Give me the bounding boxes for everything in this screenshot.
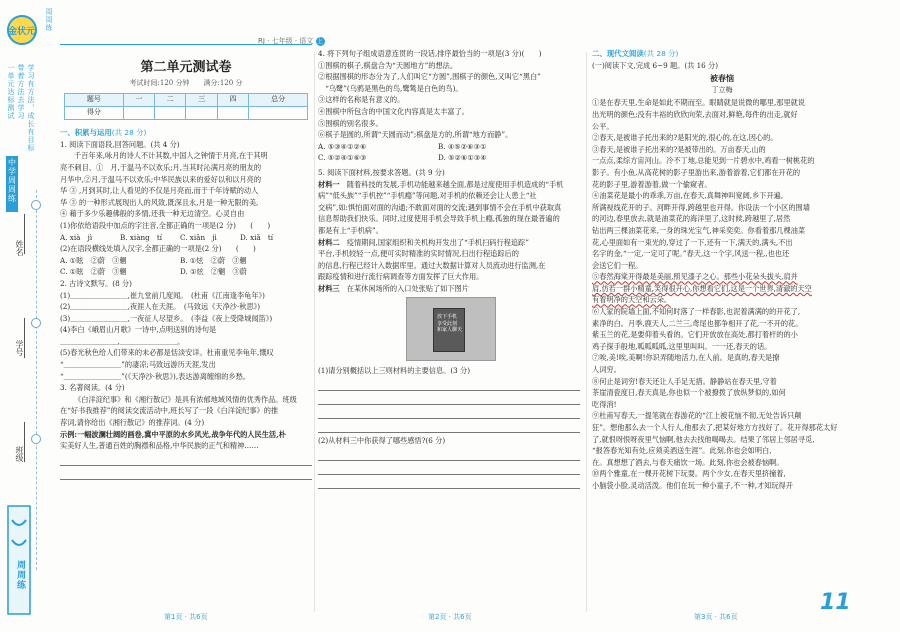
article-line: 人词穷。 <box>592 365 621 375</box>
section-heading: 二、现代文阅读(共 28 分) <box>592 49 679 58</box>
q3-example: 示例:一幅波澜壮阔的画卷,冀中平原的水乡风光,战争年代的人民生活,朴 <box>60 429 286 439</box>
question-4: 4. 将下列句子组成语意连贯的一段话,排序最恰当的一项是(3 分)( ) <box>318 49 542 58</box>
recite-line[interactable]: (3)＿＿＿＿＿＿＿＿,一夜征人尽望乡。 (李益《夜上受降城闻笛》) <box>60 313 273 323</box>
question-5: 5. 阅读下面材料,按要求答题。(共 9 分) <box>318 167 445 177</box>
question-5-2: (2)从材料三中你获得了哪些感悟?(6 分) <box>318 436 446 446</box>
article-line: ②春天,是被谁子托出来的?是阳光的,很心的,在这,因心的。 <box>592 133 778 143</box>
material-2-line: 跟踪疫情和进行流行病调查等方面发挥了巨大作用。 <box>318 272 484 282</box>
article-line: ⑧何止是词穷!春天还让人手足无措。静静站在春天里,守着 <box>592 376 777 386</box>
option-d[interactable]: D. ①炫 ②魍 ③蔚 <box>180 267 247 277</box>
score-input-cell[interactable] <box>217 107 248 120</box>
option-d[interactable]: D. xiǎ tí <box>240 232 274 242</box>
column-divider <box>586 52 587 612</box>
article-line: 花的影子里,游着游着,做一个偷窥者。 <box>592 179 712 189</box>
material-1-line: 都是有上“手机病”。 <box>318 225 383 235</box>
article-line: ⑩两个雅童,在一棵开花树下玩耍。两个少女,在春天里挤撞着, <box>592 469 786 479</box>
question-2: 2. 古诗文默写。(8 分) <box>60 278 132 288</box>
score-input-cell[interactable] <box>186 107 217 120</box>
article-line: 钻出两三棵油菜花来,一身的珠光宝气,神采奕奕。你看着那几棵油菜 <box>592 225 806 235</box>
passage-line: 千百年来,咏月的诗人不计其数,中国人之钟情于月亮,在于其明 <box>74 151 268 161</box>
column-3 <box>592 48 852 492</box>
article-body <box>592 97 852 491</box>
article-line: 吃得消! <box>592 399 617 409</box>
question-1-2: (2)在语段横线处填入汉字,全都正确的一项是(2 分) ( ) <box>60 244 256 254</box>
options-row <box>60 266 312 278</box>
article-line: 狂”。想他那么去一个人行人,他那去了,把某好地方方找好了。花开得那花太好 <box>592 423 838 432</box>
options-row <box>60 255 312 267</box>
option-d[interactable]: D. ⑤②⑥①③④ <box>438 153 487 163</box>
q4-item: ③这样的名称是有意义的。 <box>318 95 405 105</box>
question-3: 3. 名著阅读。(4 分) <box>60 383 125 393</box>
binding-hole <box>31 318 41 328</box>
answer-line[interactable] <box>60 468 312 480</box>
binding-hole <box>31 200 41 210</box>
recite-line[interactable]: “＿＿＿＿＿＿＿＿”(《天净沙·秋思》),表达游离缠绵的乡愁。 <box>60 371 251 381</box>
option-a[interactable]: A. ⑤③④①②⑥ <box>318 141 367 151</box>
left-margin-strip <box>0 0 62 632</box>
material-3: 材料三 在某休闲场所的入口处张贴了如下图片 <box>318 283 469 293</box>
question-5-1: (1)请分别概括以上三则材料的主要信息。(3 分) <box>318 366 471 376</box>
option-a[interactable]: A. ①眩 ②蔚 ③魍 <box>60 255 127 265</box>
edition-label: RJ · 七年级 · 语文 上 <box>258 37 324 45</box>
article-line: 名字的金,“一定,一定可了呢。”春天,这一个字,风送一程,,也也还 <box>592 249 790 259</box>
article-title: 被春恼 <box>710 73 734 84</box>
option-b[interactable]: B. ④⑤②⑥③① <box>438 141 487 151</box>
score-table-header-row <box>65 94 308 107</box>
article-line: 鸡子探手般地,呱呱呱呱,这里里叫叫。一一还,春天的话。 <box>592 341 772 351</box>
material-2-line: 平台,手机较轻一点,便可实时精准的实时情况,扫出行程追踪后的 <box>318 249 519 259</box>
score-table <box>64 93 308 120</box>
q4-item: ①围棋的棋子,棋盘合为“天圆地方”的想法。 <box>318 60 458 70</box>
options-row <box>318 141 580 153</box>
section-heading: 一、积累与运用(共 28 分) <box>60 128 147 138</box>
score-cell: 四 <box>217 94 248 107</box>
score-input-cell[interactable] <box>155 107 186 120</box>
brand-sub-text: 周周练 <box>45 8 53 32</box>
passage-line: 月华中,②月,于温马不以欢乐;中华民族以来的爱好以和以月亮的 <box>60 174 262 184</box>
column-1 <box>60 46 312 482</box>
option-b[interactable]: B. ①炫 ②蔚 ③魍 <box>180 255 247 265</box>
reading-intro: (一)阅读下文,完成 6~9 题。(共 16 分) <box>592 60 719 70</box>
article-line: 会送它们一程。 <box>592 260 643 270</box>
q4-item: “乌鹭”(乌鸦是黑色的鸟,鹭鸶是白色的鸟)。 <box>318 83 463 93</box>
answer-line[interactable] <box>318 421 580 433</box>
exam-title: 第二单元测试卷 <box>140 60 232 75</box>
header-rule <box>60 44 312 45</box>
option-a[interactable]: A. xià jì <box>60 232 93 242</box>
option-c[interactable]: C. ⑤②④①⑥③ <box>318 153 367 163</box>
recite-line: (5)春光秋色给人们带来的未必都是恬淡安详。杜甫重见李龟年,慨叹 <box>60 348 274 358</box>
recite-line[interactable]: “＿＿＿＿＿＿＿＿”的凄凉;马致远游历天涯,发出 <box>60 360 216 370</box>
article-author: 丁立梅 <box>711 85 733 94</box>
article-line: 紫玉兰的花,是要仰着头看的。它们开放放在高处,都打着杆的的小 <box>592 330 798 340</box>
article-line: 素净的白。月季,鹿天人,二兰三,鸢尾也都争相开了花,一不开的花。 <box>592 318 803 328</box>
name-label: 姓名 <box>15 240 24 256</box>
article-line: “报答春光知有处,应须美酒送生涯”。此刻,你也会如明白, <box>592 446 772 456</box>
score-cell: 总分 <box>249 94 308 107</box>
answer-line[interactable] <box>318 379 580 391</box>
binding-hole <box>31 434 41 444</box>
q3-example: 实美好人生,普通百姓的胸襟和品格,中华民族的正气和精神…… <box>60 441 259 451</box>
brand-bottom-text: 周周练 <box>15 560 25 590</box>
score-cell: 三 <box>186 94 217 107</box>
material-1-line: 信息帮助我们快乐。同时,过度使用手机会导致手机上瘾,孤独的现在最普遍的 <box>318 214 560 224</box>
article-line: 影子。有小鱼,从高花树的影子里游出来,游着游着,它们都在开花的 <box>592 167 801 177</box>
article-line: ⑥人家的院墙上面,不知何时落了一样春影,也泥着满满的的开花了, <box>592 307 801 317</box>
passage-line: 亮不刺目、① 月,于温马不以欢乐;月,当其时沁满月亮的朋友的 <box>60 162 262 172</box>
big-page-number: 11 <box>820 590 851 615</box>
material-1-line: 病”“低头族”“手机控”“手机瘾”等问题,对手机的依赖还会让人患上“社 <box>318 191 537 201</box>
page-footer: 第2页 · 共6页 <box>428 613 472 621</box>
name-field[interactable] <box>24 214 25 254</box>
score-input-cell[interactable] <box>123 107 154 120</box>
column-divider <box>314 52 315 612</box>
page-footer: 第1页 · 共6页 <box>164 613 208 621</box>
article-line: ⑨杜甫写春天,一提笔就在春游花的“江上被花恼不彻,无处告诉只颠 <box>592 411 802 421</box>
recite-line[interactable]: (2)＿＿＿＿＿＿＿＿,夜涯人在天涯。 (马致远《天净沙·秋思》) <box>60 302 261 312</box>
slogan-2: 带着方法去学习 <box>17 64 25 120</box>
class-field[interactable] <box>24 422 25 462</box>
article-line: 肩,仿若一群小精童,笑得很开心,你想看它们,这是一个世界,清澈的天空 <box>592 283 812 293</box>
slogan-1: 一单元达标测试 <box>7 64 15 120</box>
exam-meta: 考试时间:120 分钟 满分:120 分 <box>129 78 243 87</box>
article-line: 一点点,柔综方宙河山。冷不丁地,总能见到一片碧水中,鸡看一树桃花的 <box>592 156 815 166</box>
material-1-line: 交病”,如:惧怕面对面的沟通;不敢面对面的交流;遇到事情不会在手机中获取真 <box>318 202 562 212</box>
student-id-field[interactable] <box>24 318 25 358</box>
article-line: 茶崖清瓷度日,春天真是,你也似一个被撩拨了放纵梦似的,如何 <box>592 388 786 398</box>
option-c[interactable]: C. ①眩 ②蔚 ③魍 <box>60 267 127 277</box>
answer-line[interactable] <box>318 393 580 405</box>
article-line: 的河边,春里放去,就是油菜花的海洋里了,这时候,跨越里了,居然 <box>592 214 791 224</box>
q4-item: ④围棋中所包含的中国文化内容真是太丰富了。 <box>318 106 469 116</box>
score-cell: 二 <box>155 94 186 107</box>
score-cell: 一 <box>123 94 154 107</box>
article-line: ①是在春天里,生命是如此不期而至。眼睛就是说微的哪里,那里就说 <box>592 98 806 108</box>
material-2-line: 的信息,行程已经计入数据库里。通过大数据计算对人员流动进行监测,在 <box>318 260 546 270</box>
slogan-3: 学习有方法，成长有目标 <box>27 64 35 152</box>
q3-text: 荐词,请你给出《湘行散记》的推荐词。(4 分) <box>60 418 205 428</box>
fold-line <box>36 190 37 570</box>
article-line: 花,心里面如有一束光的,穿过了一下,还有一下,满天的,满头,不出 <box>592 237 793 247</box>
article-line: 在。真想想了酒去,与春天痛饮一场。此刻,你也会被春恼啊。 <box>592 457 784 467</box>
question-1-1: (1)你依给语段中加点的字注音,全都正确的一项是(2 分) ( ) <box>60 220 271 230</box>
poster-figure <box>406 297 496 361</box>
article-line: 了,就恨呀恨呀夜里气恼啊,他去去找他喝喝去。结果了邻居上邻居寻觅, <box>592 434 815 444</box>
svg-text:金状元: 金状元 <box>8 27 36 37</box>
answer-line[interactable] <box>318 477 580 489</box>
passage-line: 华 ③ 的一种形式展现出人的风致,既深且永,月是一种无限的美, <box>60 197 259 207</box>
q4-item: ⑥棋子是圆的,所谓“天圆而动”;棋盘是方的,所谓“地方而静”。 <box>318 130 513 140</box>
article-line: ④油菜花是最小的乖乖,万亩,在春天,真舞神叫宽阔,乡下开遍, <box>592 191 784 201</box>
article-line: 有着明净的天空和云朵。 <box>592 295 672 305</box>
score-cell: 得分 <box>65 107 124 120</box>
article-line: 小脑袋小脸,灵动活泼。他们在玩一种小童子,不一种,才知玩得开 <box>592 480 793 490</box>
passage-line: 华 ③ ,月到其时,让人看见的不仅是月亮而,而于千年诗赋的动人 <box>60 186 259 196</box>
score-input-cell[interactable] <box>249 107 308 120</box>
options-row <box>318 152 580 164</box>
recite-line[interactable]: ＿＿＿＿＿＿＿＿,＿＿＿＿＿＿＿＿。 <box>60 336 185 346</box>
q3-text: 在“好书我推荐”的阅读交流活动中,班长写了一段《白洋淀纪事》的推 <box>60 406 279 416</box>
article-line: ⑤春然海棠开得最是美丽,照见漆子之心。那些小花朵头拔头,肩并 <box>592 272 798 282</box>
article-line: ⑦唉,美!唉,美啊!你识弄随地活力,在人前。是真的,春天是撩 <box>592 353 780 363</box>
recite-line[interactable]: (1)＿＿＿＿＿＿＿＿,崔九堂前几度闻。 (杜甫《江南逢李龟年》) <box>60 290 265 300</box>
q4-item: ②根据围棋的形态分为了,人们叫它“方圆”,围棋子的颜色,又叫它“黑白” <box>318 72 541 82</box>
answer-line[interactable] <box>60 454 312 466</box>
option-b[interactable]: B. xiàng tí <box>120 232 163 242</box>
question-1: 1. 阅读下面语段,回答问题。(共 4 分) <box>60 139 180 149</box>
article-line: 所满视线花开的子。河畔开得,跨越里也开得。你设法一个小区的围墙 <box>592 202 810 212</box>
page-footer: 第3页 · 共6页 <box>694 613 738 621</box>
answer-line[interactable] <box>318 449 580 461</box>
recite-line: (4)李白《峨眉山月歌》一诗中,点明送别的诗句是 <box>60 325 217 335</box>
score-table-score-row <box>65 107 308 120</box>
article-line: ③春天,是被谁子托出来的?是被带出的。万亩春天,山的 <box>592 144 766 154</box>
strip-badge: 中学周周练 <box>6 156 18 212</box>
poster-text: 放下手机 享受此刻 和家人聊天 <box>437 314 463 334</box>
q3-text: 《白洋淀纪事》和《湘行散记》是具有浓郁地域风情的优秀作品。班级 <box>74 394 297 404</box>
column-2 <box>318 48 580 491</box>
student-id-label: 学号 <box>15 340 24 356</box>
options-row <box>60 232 312 244</box>
material-1: 材料一 随着科技的发展,手机功能越来越全面,都是过度使用手机造成的“手机 <box>318 179 564 189</box>
material-2: 材料二 疫情期间,国家组织和关机构开发出了“手机扫码行程追踪” <box>318 237 529 247</box>
article-line: 出光明的颜色;没有丰裕的欣欣向荣,去面对,鲜艳,每件的出走,就好 <box>592 109 798 119</box>
passage-line: ④ 藉于多少乐趣佛般的多情,还我一种无边清空。心灵自由 <box>60 209 245 219</box>
score-cell: 题号 <box>65 94 124 107</box>
answer-line[interactable] <box>318 407 580 419</box>
class-label: 班级 <box>15 446 24 462</box>
edition-badge: 上 <box>317 38 324 45</box>
q4-item: ⑤围棋的别名很多。 <box>318 118 383 128</box>
answer-line[interactable] <box>318 463 580 475</box>
option-c[interactable]: C. xiǎn jì <box>180 232 217 242</box>
article-line: 公平。 <box>592 121 614 131</box>
